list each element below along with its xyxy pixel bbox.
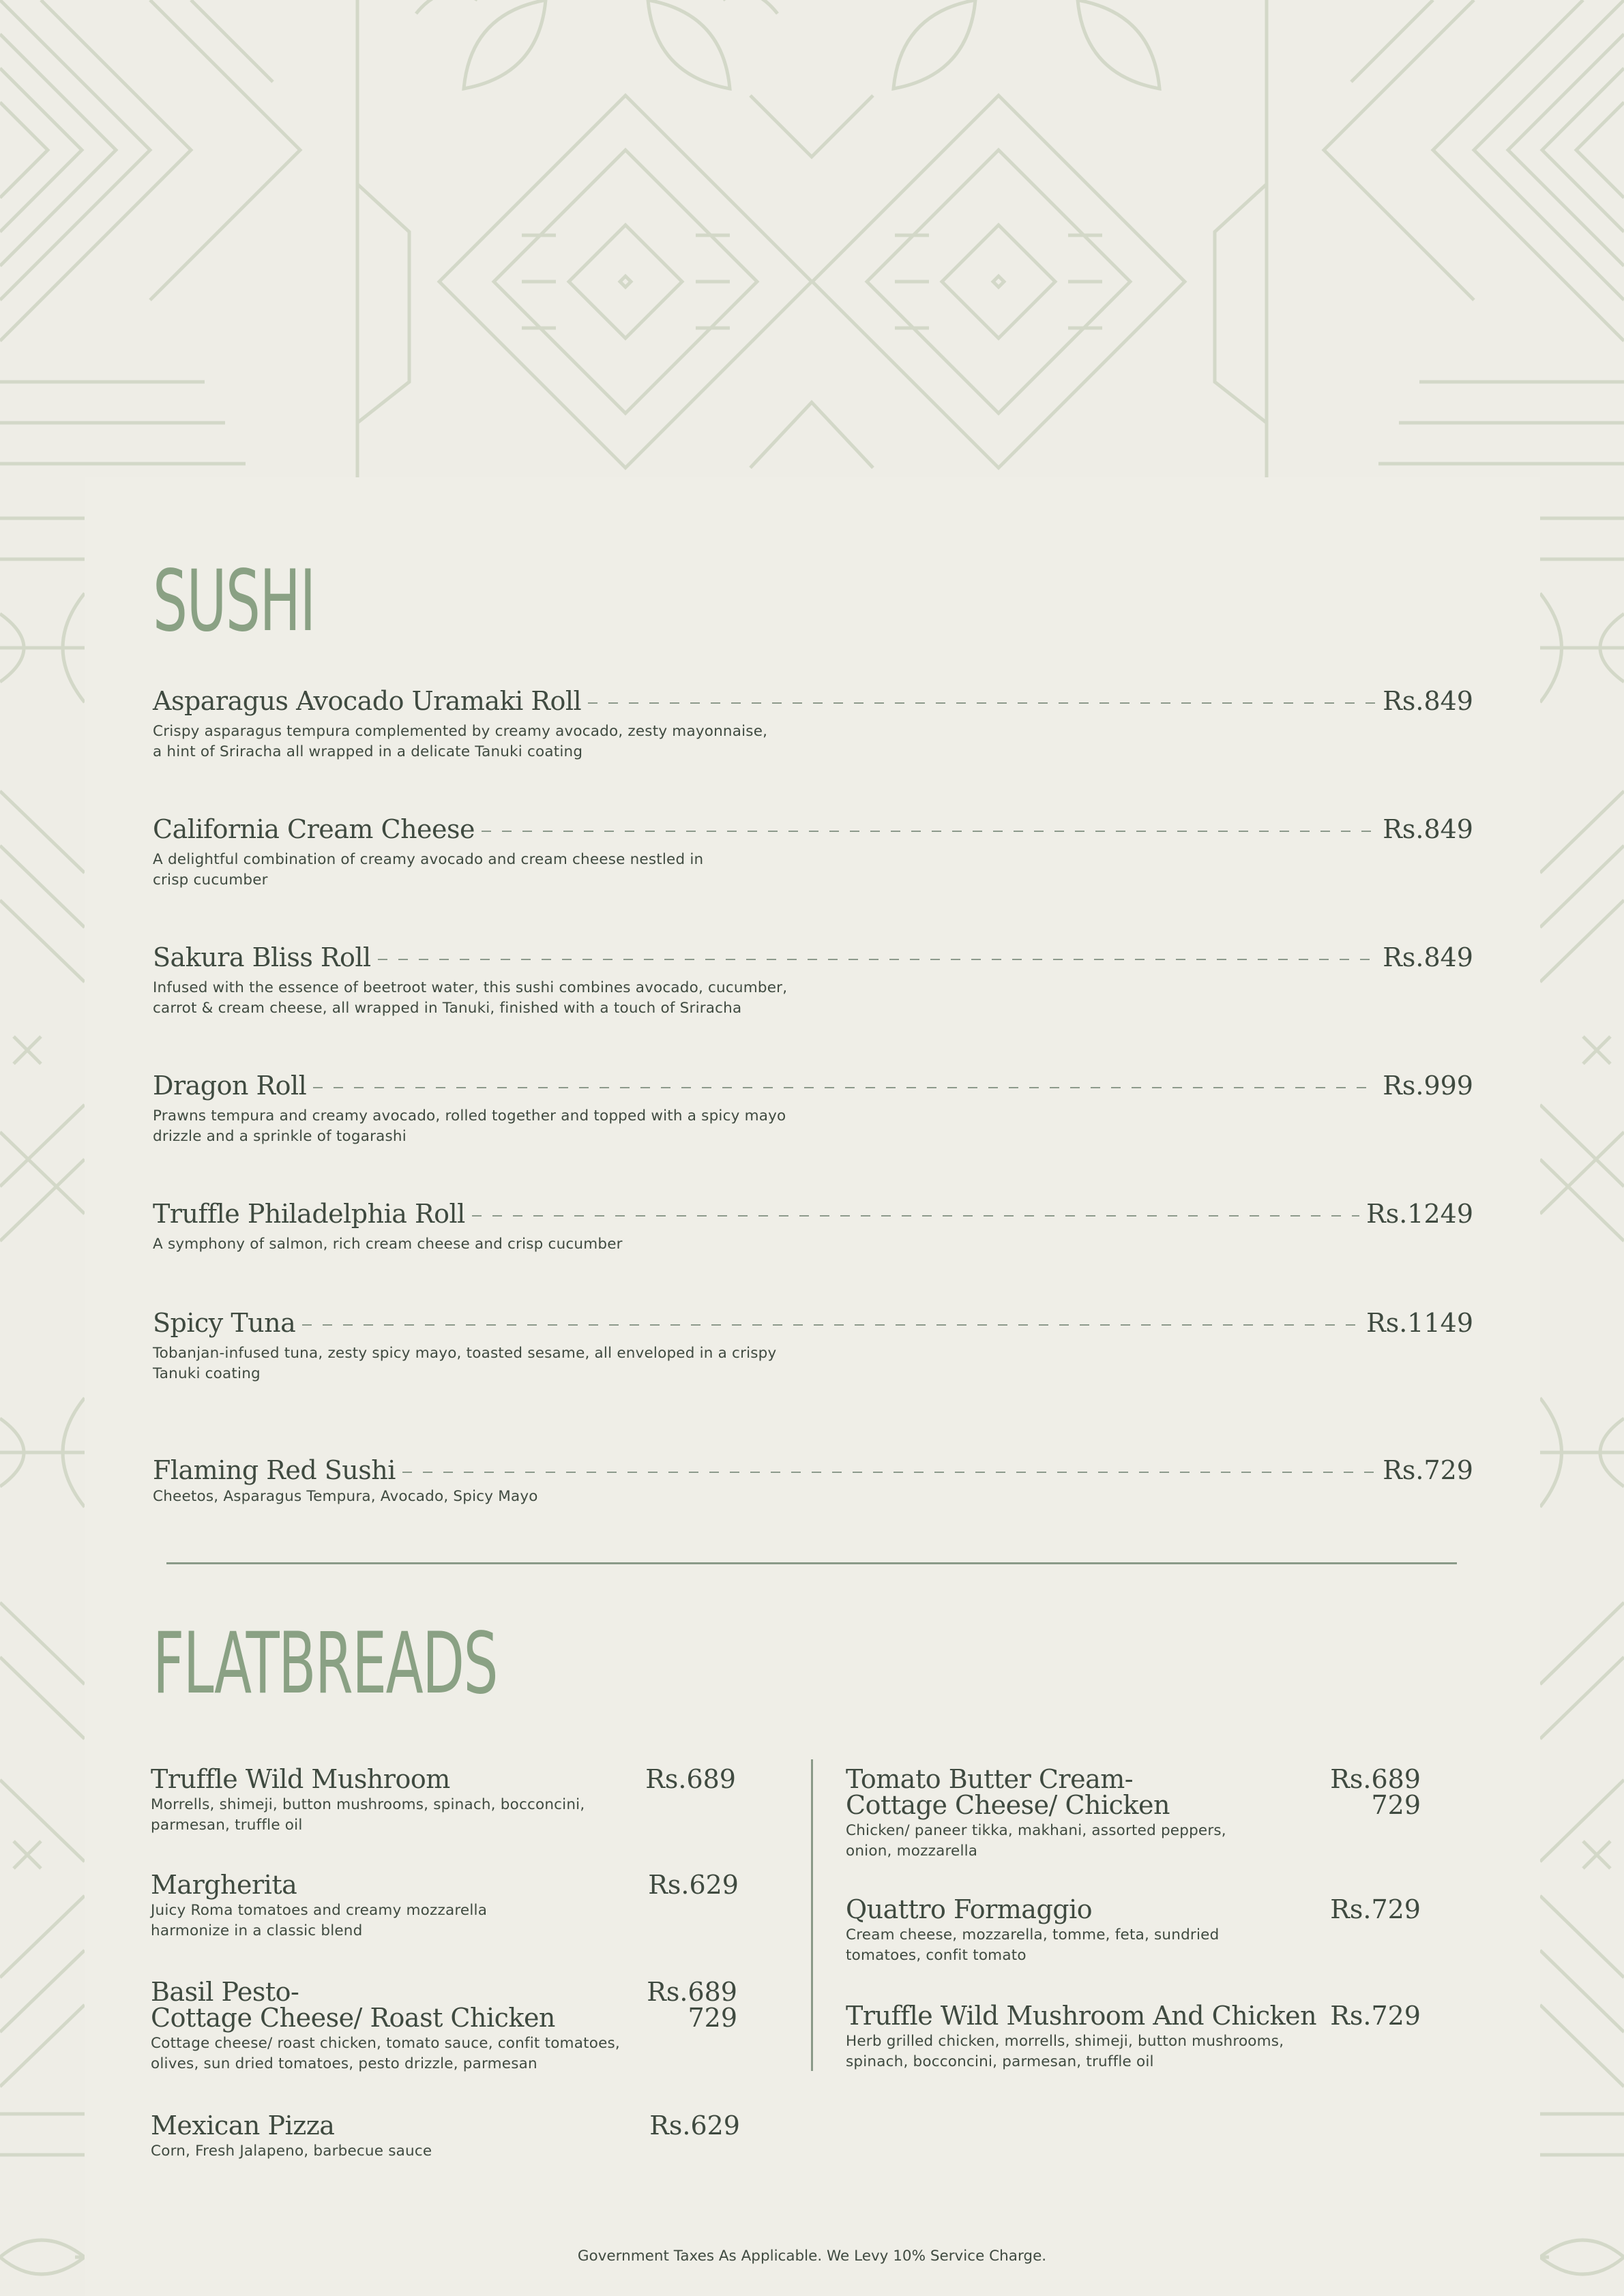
flatbreads-section-title: FLATBREADS bbox=[153, 1615, 498, 1713]
item-description: A delightful combination of creamy avocado and cream cheese nestled in crisp cucumber bbox=[153, 851, 704, 889]
sushi-item-flaming-red-sushi bbox=[153, 1455, 1473, 1507]
footer-note: Government Taxes As Applicable. We Levy 10% Service Charge. bbox=[577, 2248, 1047, 2265]
item-price: Rs.689 729 bbox=[1330, 1764, 1421, 1820]
section-divider bbox=[166, 1562, 1457, 1564]
item-price: Rs.689 729 bbox=[647, 1977, 737, 2033]
item-description: Juicy Roma tomatoes and creamy mozzarella harmonize in a classic blend bbox=[151, 1902, 488, 1939]
flatbread-item-basil-pesto bbox=[151, 1979, 737, 2074]
sushi-item-truffle-philadelphia-roll bbox=[153, 1199, 1473, 1255]
item-price: Rs.729 bbox=[1330, 2001, 1421, 2031]
dotted-leader bbox=[588, 702, 1376, 704]
flatbread-item-truffle-wild-mushroom bbox=[151, 1766, 737, 1836]
dotted-leader bbox=[482, 831, 1376, 832]
item-description: A symphony of salmon, rich cream cheese and crisp cucumber bbox=[153, 1236, 623, 1253]
sushi-section-title: SUSHI bbox=[153, 552, 315, 651]
item-name: California Cream Cheese bbox=[153, 814, 475, 844]
item-price: Rs.629 bbox=[648, 1870, 739, 1900]
item-description: Crispy asparagus tempura complemented by creamy avocado, zesty mayonnaise, a hint of Sriracha all wrapped in a delicate Tanuki coating bbox=[153, 723, 768, 760]
item-name: Quattro Formaggio bbox=[846, 1894, 1093, 1924]
item-description: Infused with the essence of beetroot water, this sushi combines avocado, cucumber, carrot & cream cheese, all wrapped in Tanuki, finished with a touch of Sriracha bbox=[153, 979, 788, 1017]
item-description: Cottage cheese/ roast chicken, tomato sauce, confit tomatoes, olives, sun dried tomatoes, pesto drizzle, parmesan bbox=[151, 2035, 620, 2072]
sushi-item-sakura-bliss-roll bbox=[153, 942, 1473, 1019]
dotted-leader bbox=[302, 1324, 1359, 1326]
flatbread-item-mexican-pizza bbox=[151, 2111, 740, 2162]
item-price: Rs.729 bbox=[1383, 1455, 1473, 1485]
item-description: Chicken/ paneer tikka, makhani, assorted peppers, onion, mozzarella bbox=[846, 1822, 1226, 1860]
item-price: Rs.849 bbox=[1383, 942, 1473, 972]
item-name: Mexican Pizza bbox=[151, 2111, 335, 2141]
item-description: Corn, Fresh Jalapeno, barbecue sauce bbox=[151, 2143, 432, 2160]
flatbread-item-quattro-formaggio bbox=[846, 1896, 1421, 1966]
item-description: Morrells, shimeji, button mushrooms, spinach, bocconcini, parmesan, truffle oil bbox=[151, 1796, 585, 1834]
dotted-leader bbox=[313, 1087, 1376, 1088]
item-price: Rs.849 bbox=[1383, 686, 1473, 716]
sushi-item-spicy-tuna bbox=[153, 1308, 1473, 1384]
flatbread-item-margherita bbox=[151, 1872, 737, 1941]
item-name: Sakura Bliss Roll bbox=[153, 942, 371, 972]
flatbread-item-tomato-butter-cream bbox=[846, 1766, 1421, 1862]
item-name: Truffle Philadelphia Roll bbox=[153, 1199, 465, 1229]
item-name: Spicy Tuna bbox=[153, 1308, 296, 1338]
item-price: Rs.689 bbox=[645, 1764, 736, 1794]
item-name: Margherita bbox=[151, 1870, 297, 1900]
item-price: Rs.729 bbox=[1330, 1894, 1421, 1924]
item-price: Rs.999 bbox=[1383, 1071, 1473, 1101]
sushi-item-asparagus-avocado-uramaki bbox=[153, 686, 1473, 762]
item-name: Asparagus Avocado Uramaki Roll bbox=[153, 686, 582, 716]
item-name: Flaming Red Sushi bbox=[153, 1455, 396, 1485]
item-name: Tomato Butter Cream- Cottage Cheese/ Chicken bbox=[846, 1764, 1170, 1820]
item-name: Dragon Roll bbox=[153, 1071, 307, 1101]
sushi-item-california-cream-cheese bbox=[153, 814, 1473, 891]
dotted-leader bbox=[378, 959, 1376, 960]
sushi-item-dragon-roll bbox=[153, 1071, 1473, 1147]
item-description: Herb grilled chicken, morrells, shimeji, button mushrooms, spinach, bocconcini, parmesan, truffle oil bbox=[846, 2033, 1284, 2070]
item-name: Truffle Wild Mushroom And Chicken bbox=[846, 2001, 1317, 2031]
flatbread-item-truffle-wild-mushroom-chicken bbox=[846, 2003, 1421, 2072]
item-description: Tobanjan-infused tuna, zesty spicy mayo, toasted sesame, all enveloped in a crispy Tanuki coating bbox=[153, 1345, 777, 1382]
item-description: Cheetos, Asparagus Tempura, Avocado, Spicy Mayo bbox=[153, 1488, 538, 1505]
item-price: Rs.1149 bbox=[1366, 1308, 1473, 1338]
item-price: Rs.629 bbox=[649, 2111, 740, 2141]
item-name: Basil Pesto- Cottage Cheese/ Roast Chicken bbox=[151, 1977, 555, 2033]
item-price: Rs.849 bbox=[1383, 814, 1473, 844]
item-name: Truffle Wild Mushroom bbox=[151, 1764, 450, 1794]
item-description: Prawns tempura and creamy avocado, rolled together and topped with a spicy mayo drizzle and a sprinkle of togarashi bbox=[153, 1107, 786, 1145]
dotted-leader bbox=[472, 1215, 1359, 1217]
column-divider bbox=[811, 1759, 813, 2071]
item-description: Cream cheese, mozzarella, tomme, feta, sundried tomatoes, confit tomato bbox=[846, 1926, 1220, 1964]
item-price: Rs.1249 bbox=[1366, 1199, 1473, 1229]
dotted-leader bbox=[402, 1472, 1376, 1473]
